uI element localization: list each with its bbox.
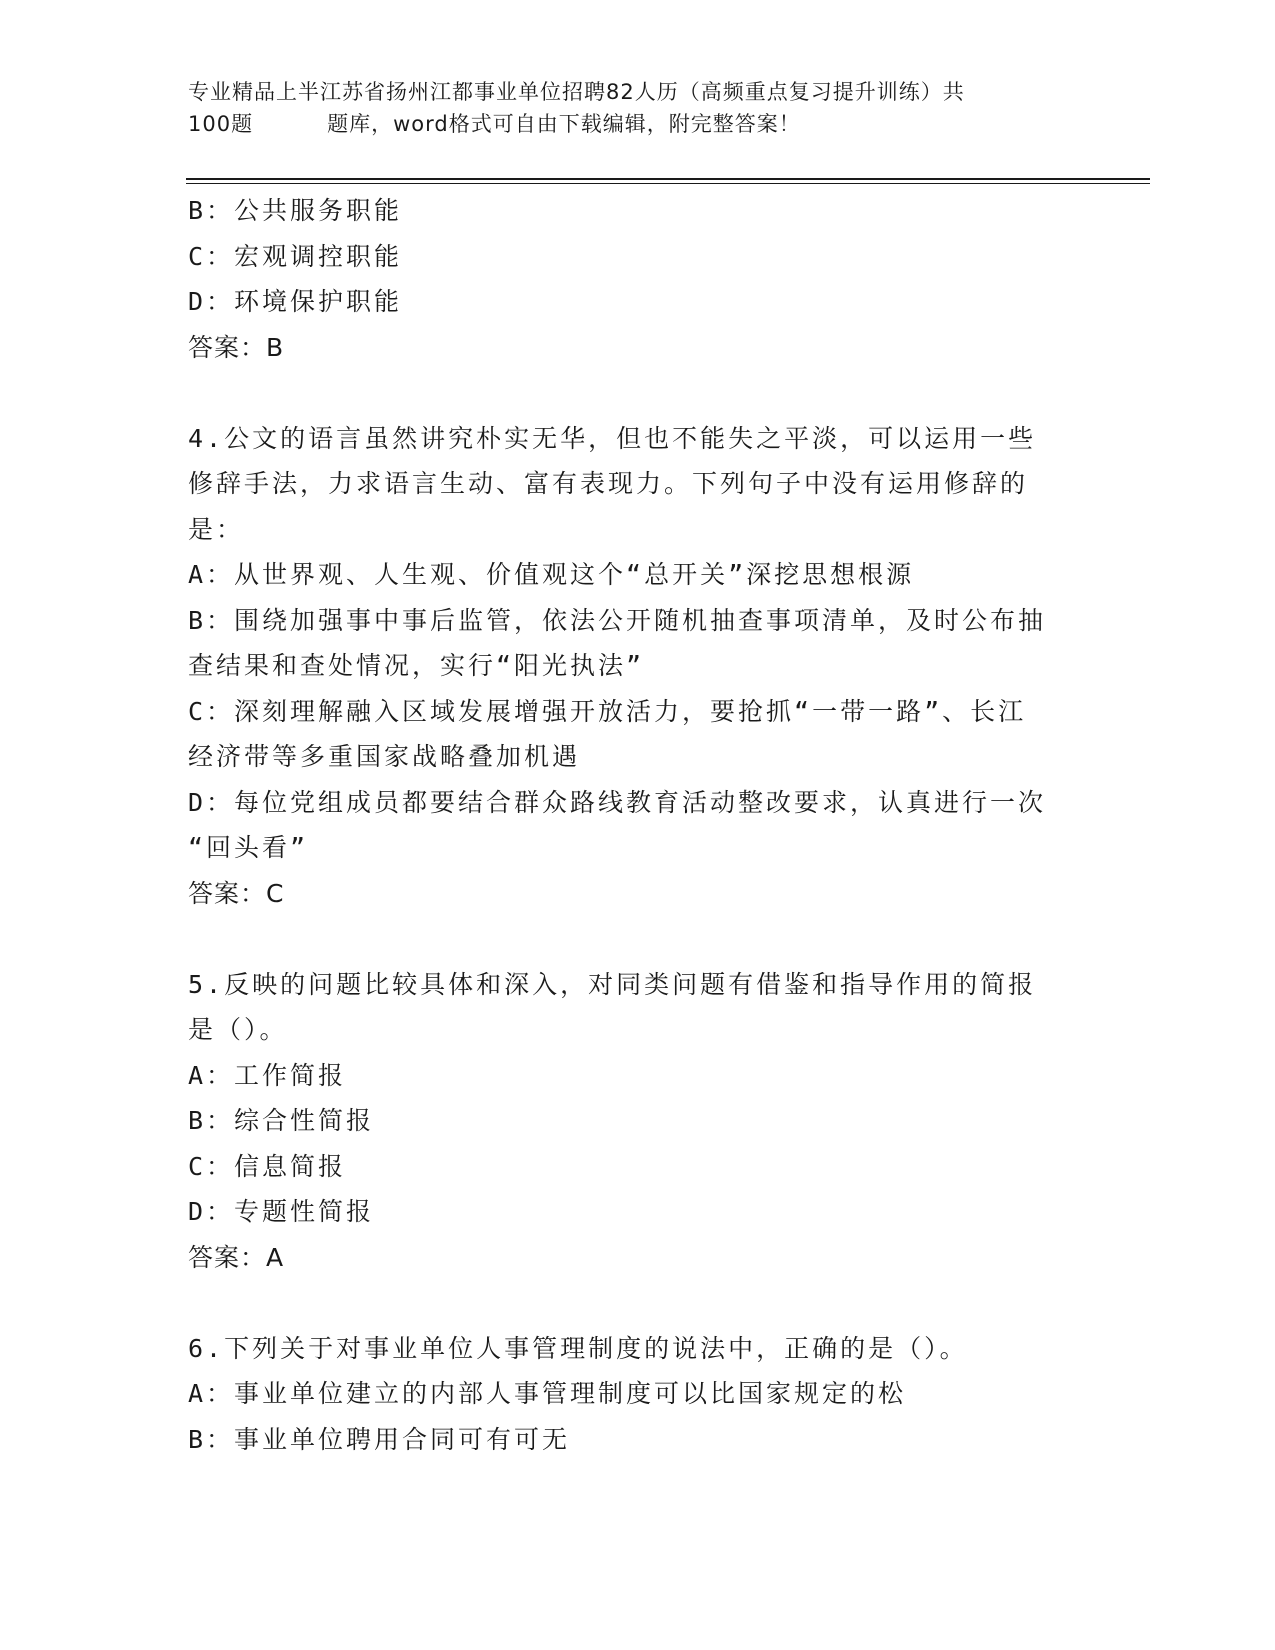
q4-option-c-line2: 经济带等多重国家战略叠加机遇 [188,742,581,771]
spacer [188,1280,1088,1326]
q5-answer: 答案：A [188,1242,285,1272]
page-header [188,76,1068,140]
q5-stem-line2: 是（）。 [188,1015,288,1044]
q6-stem-line1: 6.下列关于对事业单位人事管理制度的说法中，正确的是（）。 [188,1333,968,1363]
header-title-line1: 专业精品上半江苏省扬州江都事业单位招聘82人历（高频重点复习提升训练）共 [188,80,965,104]
q3-answer: 答案：B [188,332,285,362]
q4-option-b-line1: B：围绕加强事中事后监管，依法公开随机抽查事项清单，及时公布抽 [188,605,1047,635]
q4-option-d-line2: “回头看” [188,833,309,862]
q4-option-d-line1: D：每位党组成员都要结合群众路线教育活动整改要求，认真进行一次 [188,787,1047,817]
q4-option-a: A：从世界观、人生观、价值观这个“总开关”深挖思想根源 [188,560,915,589]
q4-answer: 答案：C [188,878,285,908]
q5-option-d: D：专题性简报 [188,1197,375,1226]
spacer [188,916,1088,962]
header-title-desc: 题库，word格式可自由下载编辑，附完整答案！ [327,112,801,136]
q3-option-d: D：环境保护职能 [188,287,403,316]
q5-option-c: C：信息简报 [188,1151,347,1181]
q4-stem-line2: 修辞手法，力求语言生动、富有表现力。下列句子中没有运用修辞的 [188,469,1029,498]
q4-option-c-line1: C：深刻理解融入区域发展增强开放活力，要抢抓“一带一路”、长江 [188,696,1027,726]
question-content [188,188,1088,1462]
header-title-line2 [188,108,1068,140]
q3-option-b: B：公共服务职能 [188,196,403,225]
q4-option-b-line2: 查结果和查处情况，实行“阳光执法” [188,651,645,680]
q5-option-a: A：工作简报 [188,1060,347,1090]
q4-stem-line1: 4.公文的语言虽然讲究朴实无华，但也不能失之平淡，可以运用一些 [188,423,1037,453]
header-divider-thick [186,178,1150,180]
q4-stem-line3: 是： [188,514,245,544]
header-title-count: 100题 [188,112,254,136]
q6-option-a: A：事业单位建立的内部人事管理制度可以比国家规定的松 [188,1379,907,1408]
q6-option-b: B：事业单位聘用合同可有可无 [188,1424,571,1454]
q5-option-b: B：综合性简报 [188,1106,375,1135]
q3-option-c: C：宏观调控职能 [188,241,403,271]
q5-stem-line1: 5.反映的问题比较具体和深入，对同类问题有借鉴和指导作用的简报 [188,969,1037,999]
header-divider-thin [186,183,1150,184]
spacer [188,370,1088,416]
